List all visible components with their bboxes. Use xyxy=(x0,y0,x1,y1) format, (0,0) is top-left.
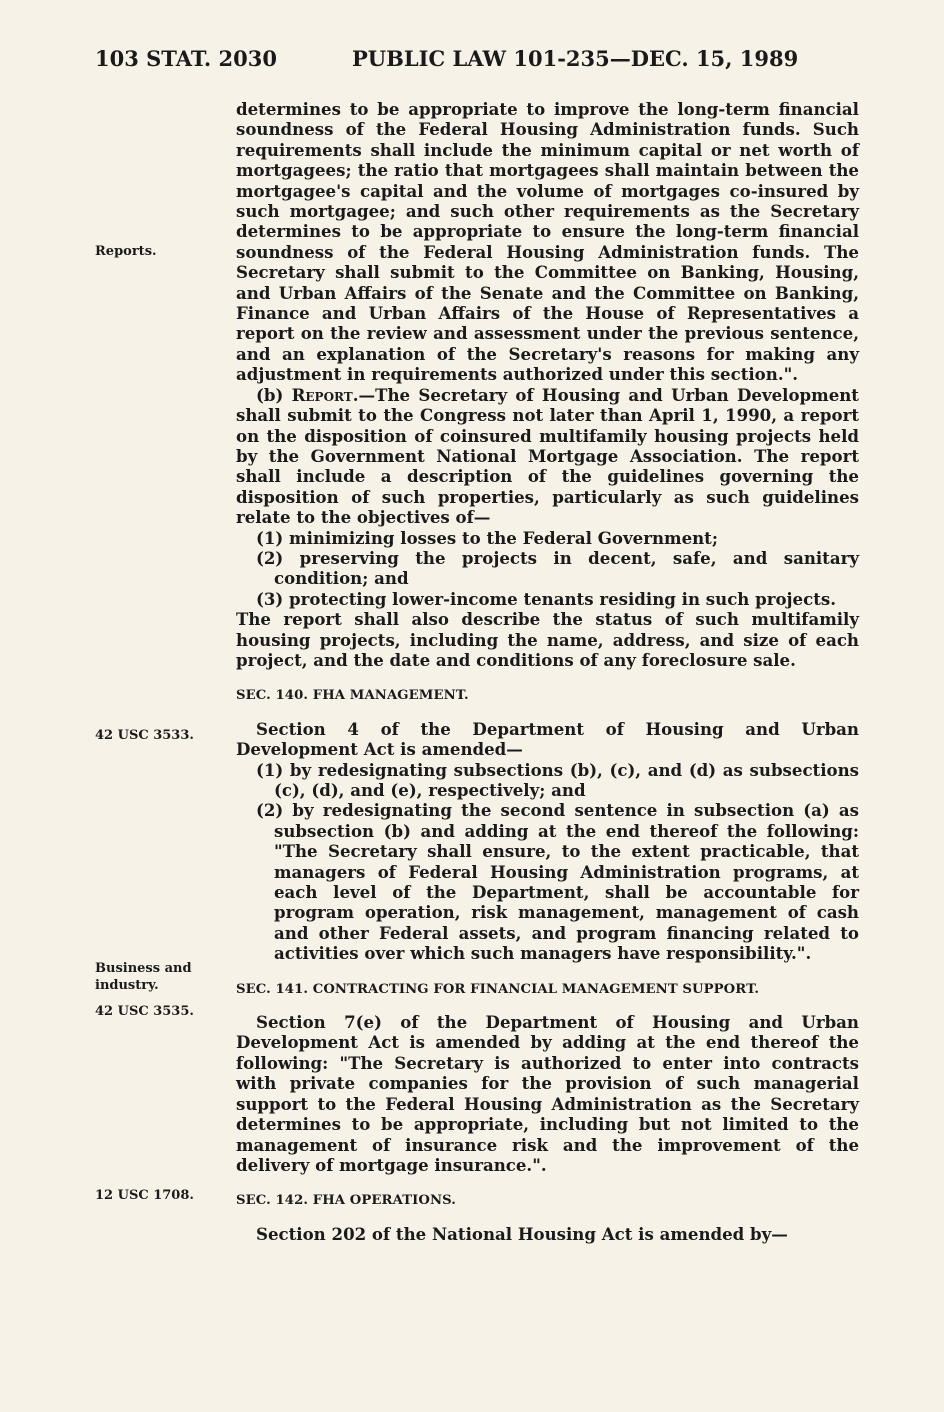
section-142-text: Section 202 of the National Housing Act is amended by— xyxy=(256,1223,788,1244)
subsection-b-title: Report xyxy=(291,384,353,405)
paragraph-continuation: determines to be appropriate to improve the long-term financial soundness of the Federal Housing Administration funds. Such requirements shall include the minimum capital or net worth of mortgagees; the ratio that mortgagees shall maintain between the mortgagee's capital and the volume of mortgages co-insured by such mortgagee; and such other requirements as the Secretary determines to be appropriate to ensure the long-term financial soundness of the Federal Housing Administration funds. The Secretary shall submit to the Committee on Banking, Housing, and Urban Affairs of the Senate and the Committee on Banking, Finance and Urban Affairs of the House of Representatives a report on the review and assessment under the previous sentence, and an explanation of the Secretary's reasons for making any adjustment in requirements authorized under this section.". xyxy=(236,99,859,385)
margin-note-usc-1708: 12 USC 1708. xyxy=(95,1188,194,1203)
law-title: PUBLIC LAW 101-235—DEC. 15, 1989 xyxy=(352,46,799,71)
section-141-text: Section 7(e) of the Department of Housing and Urban Development Act is amended by adding at the end thereof the following: "The Secretary is authorized to enter into contracts with private companies for the provision of such managerial support to the Federal Housing Administration as the Secretary determines to be appropriate, including but not limited to the management of insurance risk and the improvement of the delivery of mortgage insurance.". xyxy=(236,1012,859,1175)
subsection-b-text: .—The Secretary of Housing and Urban Development shall submit to the Congress not later than April 1, 1990, a report on the disposition of coinsured multifamily housing projects held by the Government National Mortgage Association. The report shall include a description of the guidelines governing the disposition of such properties, particularly as such guidelines relate to the objectives of— xyxy=(236,384,859,528)
subsection-b-item-2: (2) preserving the projects in decent, safe, and sanitary condition; and xyxy=(256,547,859,589)
section-140-heading: SEC. 140. FHA MANAGEMENT. xyxy=(236,688,469,704)
subsection-b-item-1: (1) minimizing losses to the Federal Government; xyxy=(256,527,718,548)
statute-page-number: 103 STAT. 2030 xyxy=(95,46,277,71)
subsection-b-item-3: (3) protecting lower-income tenants residing in such projects. xyxy=(256,588,836,609)
subsection-b-label: (b) xyxy=(256,384,292,405)
margin-note-business: Business and industry. xyxy=(95,961,192,993)
page-header xyxy=(0,46,944,76)
section-142-heading: SEC. 142. FHA OPERATIONS. xyxy=(236,1193,456,1209)
margin-note-reports: Reports. xyxy=(95,244,157,259)
margin-note-usc-3535: 42 USC 3535. xyxy=(95,1004,194,1019)
body-text xyxy=(236,99,859,1244)
subsection-b xyxy=(236,385,859,528)
subsection-b-tail: The report shall also describe the status of such multifamily housing projects, including the name, address, and size of each project, and the date and conditions of any foreclosure sale. xyxy=(236,609,859,670)
margin-note-usc-3533: 42 USC 3533. xyxy=(95,728,194,743)
section-140-item-2: (2) by redesignating the second sentence in subsection (a) as subsection (b) and adding at the end thereof the following: "The Secretary shall ensure, to the extent practicable, that managers of Federal Housing Administration programs, at each level of the Department, shall be accountable for program operation, risk management, management of cash and other Federal assets, and program financing related to activities over which such managers have responsibility.". xyxy=(256,800,859,964)
section-140-text: Section 4 of the Department of Housing and Urban Development Act is amended— xyxy=(236,718,859,760)
section-141-heading: SEC. 141. CONTRACTING FOR FINANCIAL MANAGEMENT SUPPORT. xyxy=(236,981,760,997)
section-140-item-1: (1) by redesignating subsections (b), (c), and (d) as subsections (c), (d), and (e), respectively; and xyxy=(256,759,859,800)
